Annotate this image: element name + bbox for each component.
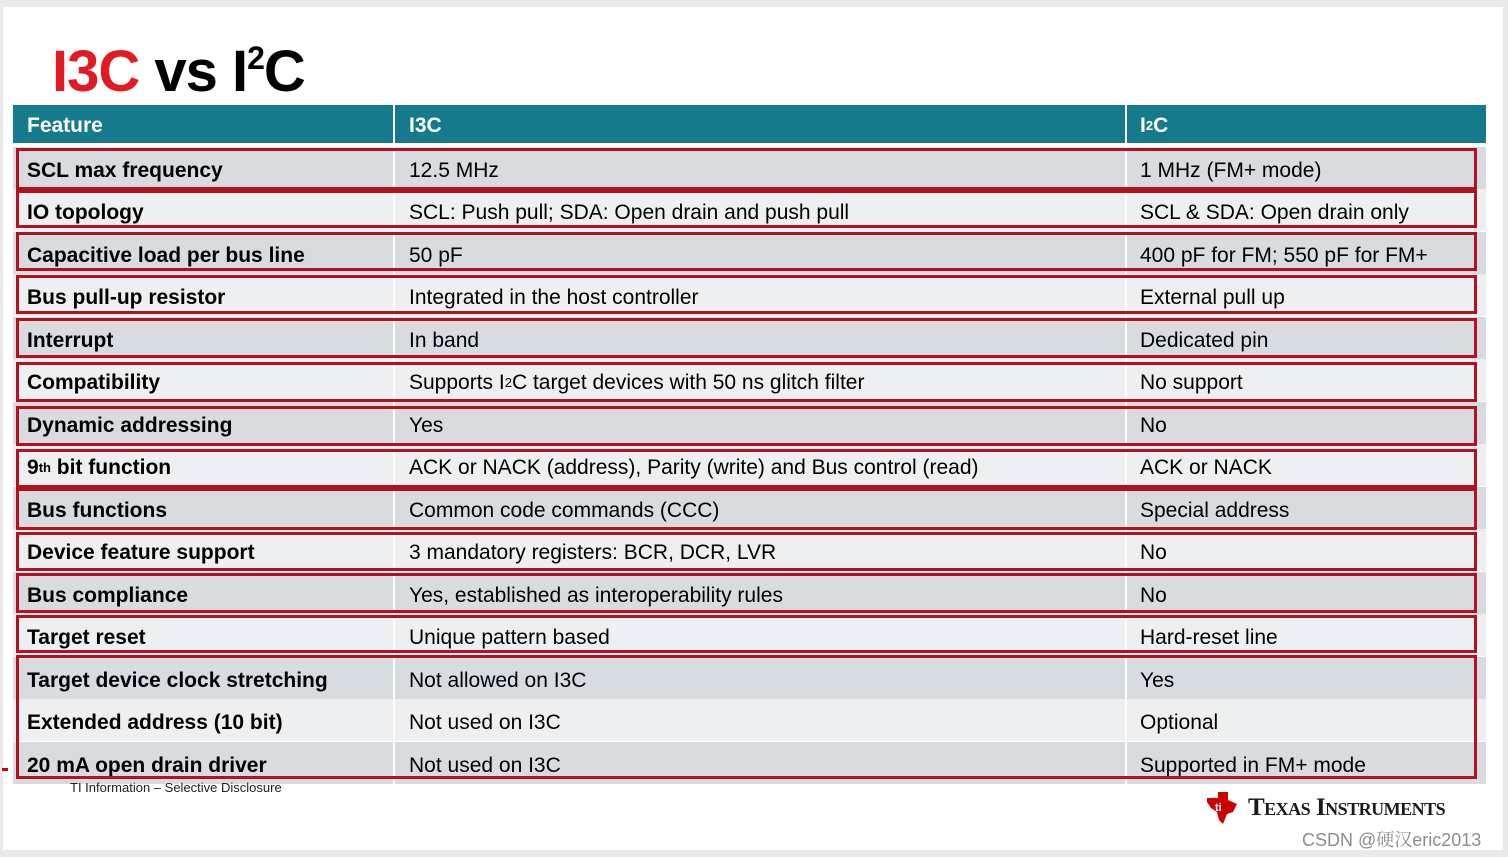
column-divider bbox=[393, 657, 395, 699]
row-i3c-suffix: C target devices with 50 ns glitch filter bbox=[511, 371, 865, 394]
table-row bbox=[13, 487, 1486, 529]
column-divider bbox=[1125, 487, 1127, 529]
title-vs: vs I bbox=[139, 39, 248, 104]
row-feature: IO topology bbox=[27, 201, 144, 224]
row-feature: Target reset bbox=[27, 626, 146, 649]
table-row bbox=[13, 317, 1486, 359]
table-row bbox=[13, 614, 1486, 656]
row-feature: Dynamic addressing bbox=[27, 414, 233, 437]
ti-brand bbox=[1204, 790, 1445, 826]
column-divider bbox=[1125, 105, 1127, 143]
header-i2c-prefix: I bbox=[1140, 114, 1146, 137]
column-divider bbox=[393, 147, 395, 189]
row-i3c: Not used on I3C bbox=[409, 711, 561, 734]
row-i3c: In band bbox=[409, 329, 480, 352]
row-i3c: Common code commands (CCC) bbox=[409, 499, 720, 522]
table-row bbox=[13, 189, 1486, 231]
column-divider bbox=[393, 742, 395, 784]
column-divider bbox=[393, 487, 395, 529]
column-divider bbox=[393, 317, 395, 359]
row-feature-prefix: 9 bbox=[27, 456, 39, 479]
column-divider bbox=[393, 105, 395, 143]
row-feature: Interrupt bbox=[27, 329, 114, 352]
row-i2c: No bbox=[1140, 541, 1167, 564]
column-divider bbox=[393, 359, 395, 401]
table-row bbox=[13, 274, 1486, 316]
table-row bbox=[13, 742, 1486, 784]
column-divider bbox=[1125, 232, 1127, 274]
column-divider bbox=[1125, 402, 1127, 444]
column-divider bbox=[393, 444, 395, 486]
column-divider bbox=[1125, 742, 1127, 784]
column-divider bbox=[1125, 444, 1127, 486]
column-divider bbox=[1125, 529, 1127, 571]
row-i2c: ACK or NACK bbox=[1140, 456, 1272, 479]
watermark: CSDN @硬汉eric2013 bbox=[1302, 830, 1482, 850]
table-row bbox=[13, 147, 1486, 189]
column-divider bbox=[393, 402, 395, 444]
row-i2c: Special address bbox=[1140, 499, 1290, 522]
table-row bbox=[13, 572, 1486, 614]
table-row bbox=[13, 232, 1486, 274]
row-i2c: Optional bbox=[1140, 711, 1219, 734]
column-divider bbox=[393, 699, 395, 741]
column-divider bbox=[393, 232, 395, 274]
column-divider bbox=[1125, 317, 1127, 359]
column-divider bbox=[393, 572, 395, 614]
table-header bbox=[13, 105, 1486, 143]
row-i2c: 1 MHz (FM+ mode) bbox=[1140, 159, 1322, 182]
column-divider bbox=[393, 529, 395, 571]
title-superscript: 2 bbox=[247, 40, 264, 76]
row-i3c: Not allowed on I3C bbox=[409, 669, 587, 692]
row-feature: Extended address (10 bit) bbox=[27, 711, 283, 734]
row-feature: Bus functions bbox=[27, 499, 167, 522]
column-divider bbox=[1125, 189, 1127, 231]
row-i3c: Yes, established as interoperability rules bbox=[409, 584, 783, 607]
slide-marker bbox=[2, 768, 8, 771]
row-i3c: ACK or NACK (address), Parity (write) and Bus control (read) bbox=[409, 456, 979, 479]
column-divider bbox=[1125, 572, 1127, 614]
row-i2c: No bbox=[1140, 414, 1167, 437]
row-feature: Compatibility bbox=[27, 371, 161, 394]
row-feature: SCL max frequency bbox=[27, 159, 223, 182]
column-divider bbox=[1125, 147, 1127, 189]
row-i3c: Not used on I3C bbox=[409, 754, 561, 777]
row-i2c: Yes bbox=[1140, 669, 1175, 692]
row-feature: 20 mA open drain driver bbox=[27, 754, 267, 777]
column-divider bbox=[393, 274, 395, 316]
svg-text:ti: ti bbox=[1215, 802, 1222, 814]
slide-title bbox=[52, 40, 305, 104]
header-i2c: I 2 C bbox=[1140, 114, 1169, 137]
title-i3c: I3C bbox=[52, 39, 140, 104]
row-i3c: 3 mandatory registers: BCR, DCR, LVR bbox=[409, 541, 777, 564]
row-feature: Target device clock stretching bbox=[27, 669, 328, 692]
row-feature: 9 th bit function bbox=[27, 456, 172, 479]
table-row bbox=[13, 444, 1486, 486]
row-feature: Capacitive load per bus line bbox=[27, 244, 305, 267]
row-i3c-prefix: Supports I bbox=[409, 371, 505, 394]
row-i2c: External pull up bbox=[1140, 286, 1285, 309]
column-divider bbox=[393, 189, 395, 231]
row-i2c: Supported in FM+ mode bbox=[1140, 754, 1366, 777]
row-i3c: Yes bbox=[409, 414, 444, 437]
table-row bbox=[13, 529, 1486, 571]
row-feature: Device feature support bbox=[27, 541, 255, 564]
row-feature: Bus pull-up resistor bbox=[27, 286, 226, 309]
title-end: C bbox=[263, 39, 305, 104]
row-i3c: 50 pF bbox=[409, 244, 463, 267]
footer-disclosure: TI Information – Selective Disclosure bbox=[70, 780, 282, 795]
row-i2c: SCL & SDA: Open drain only bbox=[1140, 201, 1409, 224]
column-divider bbox=[1125, 614, 1127, 656]
table-row bbox=[13, 359, 1486, 401]
column-divider bbox=[1125, 657, 1127, 699]
header-i3c: I3C bbox=[409, 114, 442, 137]
table-row bbox=[13, 402, 1486, 444]
row-i2c: 400 pF for FM; 550 pF for FM+ bbox=[1140, 244, 1428, 267]
row-i2c: No support bbox=[1140, 371, 1243, 394]
row-i2c: Dedicated pin bbox=[1140, 329, 1269, 352]
row-i3c: Unique pattern based bbox=[409, 626, 610, 649]
column-divider bbox=[1125, 274, 1127, 316]
row-i3c: 12.5 MHz bbox=[409, 159, 499, 182]
row-i3c: Supports I 2 C target devices with 50 ns glitch filter bbox=[409, 371, 865, 394]
row-i3c: Integrated in the host controller bbox=[409, 286, 699, 309]
header-feature: Feature bbox=[27, 114, 103, 137]
ti-logo-icon bbox=[1204, 790, 1240, 826]
column-divider bbox=[1125, 359, 1127, 401]
row-feature: Bus compliance bbox=[27, 584, 189, 607]
column-divider bbox=[1125, 699, 1127, 741]
row-feature-suffix: bit function bbox=[50, 456, 172, 479]
table-row bbox=[13, 699, 1486, 741]
row-i3c: SCL: Push pull; SDA: Open drain and push pull bbox=[409, 201, 850, 224]
row-i2c: Hard-reset line bbox=[1140, 626, 1278, 649]
row-i2c: No bbox=[1140, 584, 1167, 607]
column-divider bbox=[393, 614, 395, 656]
table-row bbox=[13, 657, 1486, 699]
ti-wordmark: Texas Instruments bbox=[1248, 794, 1446, 821]
header-i2c-suffix: C bbox=[1153, 114, 1169, 137]
